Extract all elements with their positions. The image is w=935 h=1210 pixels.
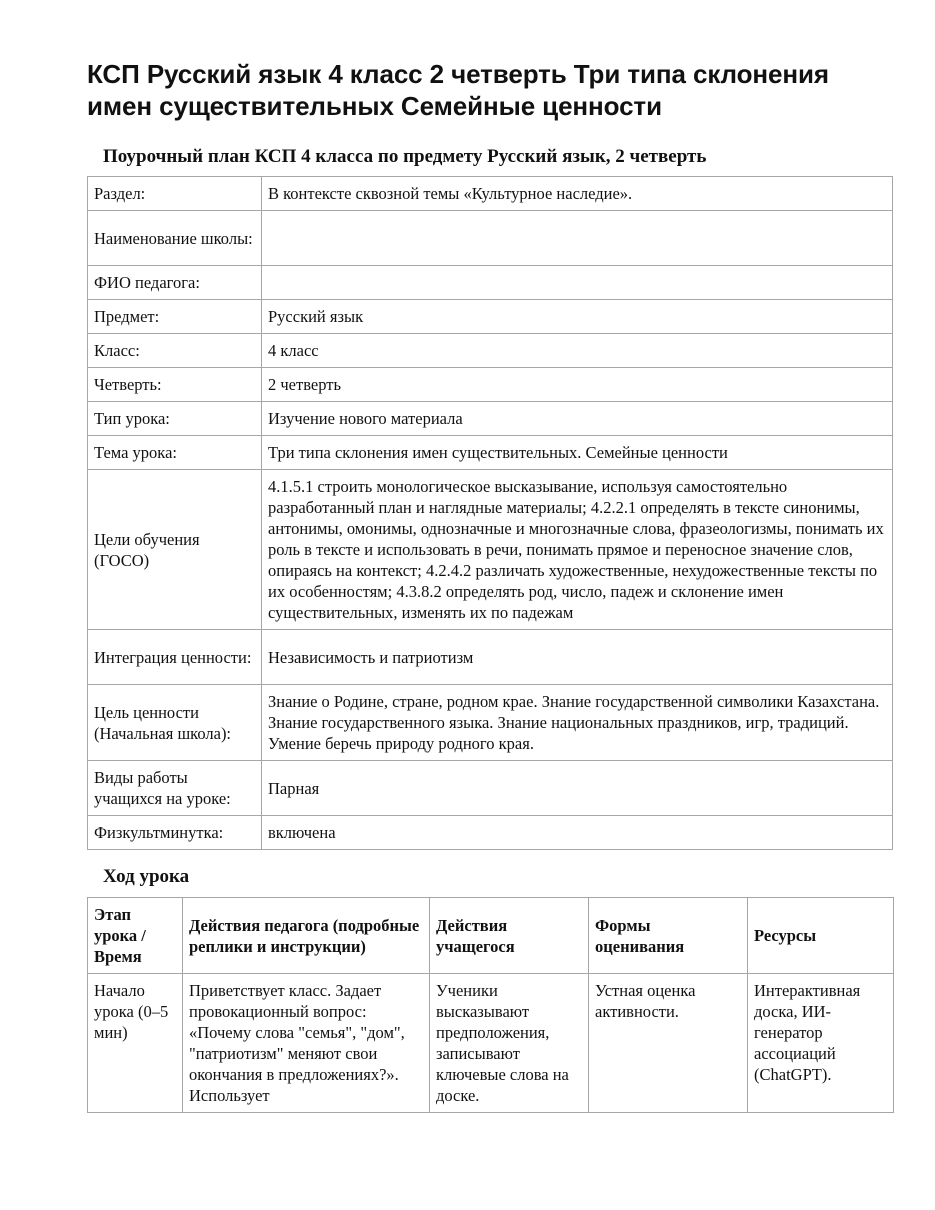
row-value: Независимость и патриотизм <box>262 630 893 685</box>
row-value: В контексте сквозной темы «Культурное наследие». <box>262 177 893 211</box>
row-value: Русский язык <box>262 300 893 334</box>
table-row <box>88 470 893 630</box>
table-row <box>88 436 893 470</box>
document-page <box>87 58 893 1113</box>
row-label: Наименование школы: <box>88 211 262 266</box>
table-row <box>88 266 893 300</box>
table-row <box>88 630 893 685</box>
row-label: Класс: <box>88 334 262 368</box>
row-label: Раздел: <box>88 177 262 211</box>
table-row <box>88 300 893 334</box>
table-row <box>88 368 893 402</box>
row-label: Цель ценности (Начальная школа): <box>88 685 262 761</box>
stage-cell: Начало урока (0–5 мин) <box>88 974 183 1113</box>
row-value <box>262 266 893 300</box>
table-row <box>88 974 894 1113</box>
row-value: 4 класс <box>262 334 893 368</box>
table-row <box>88 761 893 816</box>
row-label: Тип урока: <box>88 402 262 436</box>
column-header-teacher-actions: Действия педагога (подробные реплики и инструкции) <box>183 898 430 974</box>
column-header-student-actions: Действия учащегося <box>430 898 589 974</box>
row-value: Изучение нового материала <box>262 402 893 436</box>
resources-cell: Интерактивная доска, ИИ-генератор ассоциаций (ChatGPT). <box>748 974 894 1113</box>
row-label: Предмет: <box>88 300 262 334</box>
document-title: КСП Русский язык 4 класс 2 четверть Три типа склонения имен существительных Семейные ценности <box>87 59 829 121</box>
row-label: Интеграция ценности: <box>88 630 262 685</box>
lesson-flow-table <box>87 897 894 1113</box>
row-value: 2 четверть <box>262 368 893 402</box>
row-label: Цели обучения (ГОСО) <box>88 470 262 630</box>
table-header-row <box>88 898 894 974</box>
table-row <box>88 177 893 211</box>
row-value: включена <box>262 816 893 850</box>
table-row <box>88 211 893 266</box>
row-label: Физкультминутка: <box>88 816 262 850</box>
row-label: ФИО педагога: <box>88 266 262 300</box>
row-value: Знание о Родине, стране, родном крае. Знание государственной символики Казахстана. Знание государственного языка. Знание национальных праздников, игр, традиций. Умение беречь природу родного края. <box>262 685 893 761</box>
student-actions-cell: Ученики высказывают предположения, записывают ключевые слова на доске. <box>430 974 589 1113</box>
table-row <box>88 685 893 761</box>
assessment-cell: Устная оценка активности. <box>589 974 748 1113</box>
lesson-flow-heading: Ход урока <box>103 866 190 887</box>
table-row <box>88 402 893 436</box>
row-value: Парная <box>262 761 893 816</box>
row-label: Виды работы учащихся на уроке: <box>88 761 262 816</box>
column-header-assessment: Формы оценивания <box>589 898 748 974</box>
lesson-plan-heading: Поурочный план КСП 4 класса по предмету Русский язык, 2 четверть <box>103 146 707 167</box>
row-value <box>262 211 893 266</box>
row-value: 4.1.5.1 строить монологическое высказывание, используя самостоятельно разработанный план и наглядные материалы; 4.2.2.1 определять в тексте синонимы, антонимы, омонимы, однозначные и многозначные слова, фразеологизмы, понимать их роль в тексте и использовать в речи, понимать прямое и переносное значение слов, опираясь на контекст; 4.2.4.2 различать художественные, нехудожественные тексты по их особенностям; 4.3.8.2 определять род, число, падеж и склонение имен существительных, изменять их по падежам <box>262 470 893 630</box>
row-value: Три типа склонения имен существительных. Семейные ценности <box>262 436 893 470</box>
table-row <box>88 816 893 850</box>
column-header-resources: Ресурсы <box>748 898 894 974</box>
lesson-info-table <box>87 176 893 850</box>
column-header-stage: Этап урока / Время <box>88 898 183 974</box>
table-row <box>88 334 893 368</box>
row-label: Тема урока: <box>88 436 262 470</box>
row-label: Четверть: <box>88 368 262 402</box>
teacher-actions-cell: Приветствует класс. Задает провокационный вопрос: «Почему слова "семья", "дом", "патриотизм" меняют свои окончания в предложениях?». Использует <box>183 974 430 1113</box>
